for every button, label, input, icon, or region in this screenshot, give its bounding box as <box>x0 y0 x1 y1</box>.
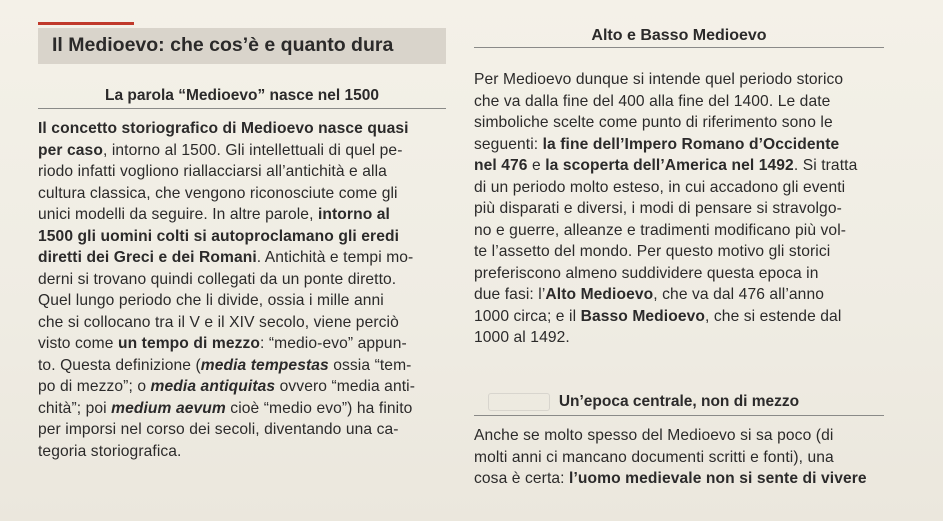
text-run: seguenti: <box>474 135 543 153</box>
text-run: e <box>527 157 546 174</box>
text-line <box>38 334 407 354</box>
text-run: 1000 al 1492. <box>474 329 570 346</box>
text-line <box>38 399 412 419</box>
text-line <box>38 119 409 139</box>
text-run: simboliche scelte come punto di riferimento sono le <box>474 114 833 131</box>
text-line <box>474 328 570 348</box>
text-line <box>474 448 834 468</box>
text-run: Il concetto storiografico di Medioevo nasce quasi <box>38 120 409 137</box>
text-run: cultura classica, che vengono riconosciute come gli <box>38 184 398 202</box>
text-run: Anche se molto spesso del Medioevo si sa poco (di <box>474 427 834 444</box>
text-line <box>474 135 839 155</box>
text-run: media antiquitas <box>150 378 276 395</box>
text-run: ossia “tem- <box>328 356 412 374</box>
text-run: . Antichità e tempi mo- <box>256 249 414 266</box>
text-run: intorno al <box>317 206 390 223</box>
text-run: to. Questa definizione ( <box>38 356 201 374</box>
text-run: Basso Medioevo <box>580 307 706 325</box>
text-run: visto come <box>38 335 118 352</box>
right-subheading: Un’epoca centrale, non di mezzo <box>558 393 800 410</box>
text-run: : “medio-evo” appun- <box>260 335 407 352</box>
text-line <box>474 178 845 198</box>
text-line <box>38 291 384 311</box>
text-run: media tempestas <box>200 356 329 374</box>
text-line <box>38 270 396 290</box>
text-run: la fine dell’Impero Romano d’Occidente <box>542 135 840 153</box>
text-run: , che si estende dal <box>705 307 842 325</box>
text-run: te l’assetto del mondo. Per questo motivo gli storici <box>474 243 831 260</box>
text-run: po di mezzo”; o <box>38 378 151 395</box>
text-run: molti anni ci mancano documenti scritti e fonti), una <box>474 448 834 466</box>
text-run: Per Medioevo dunque si intende quel periodo storico <box>474 71 844 88</box>
text-line <box>474 264 819 284</box>
text-line <box>38 227 399 247</box>
text-run: chità”; poi <box>38 399 112 417</box>
text-run: di un periodo molto esteso, in cui accadono gli eventi <box>474 178 846 196</box>
text-line <box>38 442 181 462</box>
left-section-title: Il Medioevo: che cos’è e quanto dura <box>52 34 394 56</box>
text-run: più disparati e diversi, i modi di pensare si stravolgo- <box>474 200 842 217</box>
text-run: diretti dei Greci e dei Romani <box>38 249 257 266</box>
text-run: nel 476 <box>474 157 528 174</box>
text-run: ovvero “media anti- <box>275 378 416 395</box>
text-line <box>474 70 843 90</box>
text-line <box>474 199 842 219</box>
text-run: unici modelli da seguire. In altre parole, <box>38 206 318 223</box>
text-run: , intorno al 1500. Gli intellettuali di quel pe- <box>102 141 403 159</box>
text-run: che va dalla fine del 400 alla fine del 1400. Le date <box>474 92 831 110</box>
text-run: due fasi: l’ <box>474 286 546 303</box>
right-section-title: Alto e Basso Medioevo <box>591 27 767 44</box>
text-line <box>38 377 415 397</box>
text-run: no e guerre, alleanze e tradimenti modificano più vol- <box>474 221 847 239</box>
text-run: un tempo di mezzo <box>117 335 261 352</box>
text-line <box>38 420 399 440</box>
text-line <box>474 426 833 446</box>
top-accent-rule <box>38 22 134 25</box>
text-run: cioè “medio evo”) ha finito <box>225 399 413 417</box>
text-line <box>474 156 857 176</box>
text-line <box>474 92 830 112</box>
right-subheading-divider <box>474 415 884 416</box>
text-line <box>38 184 398 204</box>
text-run: cosa è certa: <box>474 470 570 487</box>
text-run: derni si trovano quindi collegati da un ponte diretto. <box>38 270 397 288</box>
right-title-divider <box>474 47 884 48</box>
text-line <box>474 221 846 241</box>
text-line <box>474 469 867 489</box>
text-line <box>38 313 399 333</box>
text-line <box>474 307 841 327</box>
text-run: preferiscono almeno suddividere questa epoca in <box>474 264 819 282</box>
text-run: 1500 gli uomini colti si autoproclamano gli eredi <box>38 227 400 245</box>
text-run: . Si tratta <box>793 157 858 174</box>
text-run: per caso <box>38 141 103 159</box>
text-run: riodo infatti vogliono riallacciarsi all’antichità e alla <box>38 163 387 180</box>
text-run: l’uomo medievale non si sente di vivere <box>569 470 867 487</box>
text-line <box>474 113 833 133</box>
text-run: la scoperta dell’America nel 1492 <box>545 157 794 174</box>
text-run: Alto Medioevo <box>545 286 654 303</box>
text-run: per imporsi nel corso dei secoli, diventando una ca- <box>38 421 399 438</box>
text-run: medium aevum <box>111 399 226 417</box>
text-line <box>474 242 830 262</box>
text-line <box>38 356 411 376</box>
text-line <box>38 248 413 268</box>
text-line <box>38 162 387 182</box>
left-subheading: La parola “Medioevo” nasce nel 1500 <box>105 87 379 104</box>
text-run: tegoria storiografica. <box>38 442 182 460</box>
text-line <box>38 141 402 161</box>
text-line <box>38 205 390 225</box>
text-run: 1000 circa; e il <box>474 307 581 325</box>
text-run: che si collocano tra il V e il XIV secolo, viene perciò <box>38 313 399 331</box>
left-title-banner <box>38 28 446 64</box>
text-run: Quel lungo periodo che li divide, ossia i mille anni <box>38 292 384 309</box>
left-subheading-divider <box>38 108 446 109</box>
text-line <box>474 285 824 305</box>
text-run: , che va dal 476 all’anno <box>653 286 824 303</box>
